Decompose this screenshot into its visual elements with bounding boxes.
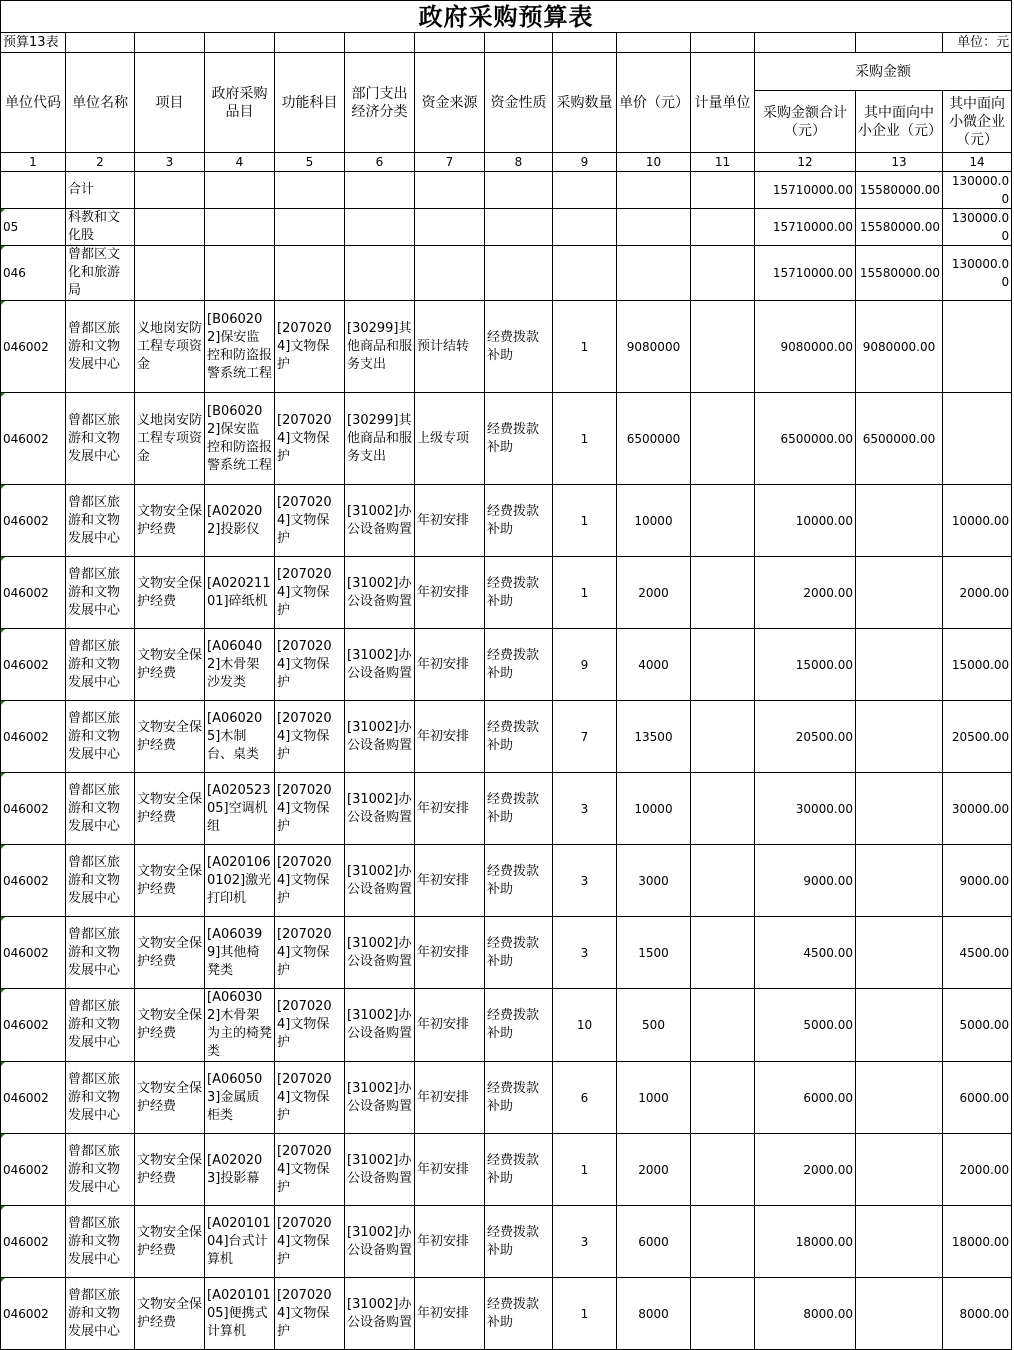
table-row (1, 1134, 1012, 1206)
econ-class-cell: [31002]办公设备购置 (345, 989, 415, 1062)
project-cell: 义地岗安防工程专项资金 (135, 301, 205, 393)
unit-price-cell: 13500 (617, 701, 691, 773)
col-index: 2 (66, 153, 135, 172)
summary-row (1, 246, 1012, 301)
amount-total-cell: 4500.00 (755, 917, 856, 989)
empty-cell (205, 172, 275, 209)
measure-unit-cell (691, 301, 755, 393)
fund-source-cell: 年初安排 (415, 1206, 485, 1278)
amount-sme-cell (856, 701, 943, 773)
fund-nature-cell: 经费拨款补助 (485, 557, 553, 629)
procurement-item-cell: [A060503]金属质柜类 (205, 1062, 275, 1134)
project-cell: 文物安全保护经费 (135, 917, 205, 989)
unit-code-cell: 046002 (1, 917, 66, 989)
fund-nature-cell: 经费拨款补助 (485, 629, 553, 701)
quantity-cell: 1 (553, 485, 617, 557)
amount-sme-cell (856, 845, 943, 917)
empty-cell (345, 172, 415, 209)
empty-cell (415, 246, 485, 301)
measure-unit-cell (691, 393, 755, 485)
unit-code-cell (1, 172, 66, 209)
measure-unit-cell (691, 701, 755, 773)
fund-source-cell: 年初安排 (415, 773, 485, 845)
fund-source-cell: 年初安排 (415, 1278, 485, 1350)
amount-micro-cell: 6000.00 (943, 1062, 1012, 1134)
col-index: 9 (553, 153, 617, 172)
project-cell: 义地岗安防工程专项资金 (135, 393, 205, 485)
amount-total-cell: 15710000.00 (755, 246, 856, 301)
function-subject-cell: [2070204]文物保护 (275, 773, 345, 845)
measure-unit-cell (691, 1134, 755, 1206)
amount-sme-cell (856, 1206, 943, 1278)
unit-name-cell: 曾都区旅游和文物发展中心 (66, 989, 135, 1062)
empty-cell (617, 209, 691, 246)
unit-code-cell: 046002 (1, 557, 66, 629)
unit-code-cell: 046002 (1, 989, 66, 1062)
header-unit-code: 单位代码 (1, 53, 66, 153)
unit-note: 单位：元 (943, 33, 1012, 53)
amount-sme-cell: 15580000.00 (856, 246, 943, 301)
amount-micro-cell: 130000.00 (943, 209, 1012, 246)
empty-cell (135, 209, 205, 246)
amount-total-cell: 6000.00 (755, 1062, 856, 1134)
project-cell: 文物安全保护经费 (135, 773, 205, 845)
unit-name-cell: 曾都区旅游和文物发展中心 (66, 393, 135, 485)
amount-total-cell: 6500000.00 (755, 393, 856, 485)
econ-class-cell: [31002]办公设备购置 (345, 629, 415, 701)
amount-sme-cell (856, 989, 943, 1062)
project-cell: 文物安全保护经费 (135, 557, 205, 629)
quantity-cell: 7 (553, 701, 617, 773)
amount-total-cell: 10000.00 (755, 485, 856, 557)
amount-micro-cell: 2000.00 (943, 1134, 1012, 1206)
table-row (1, 393, 1012, 485)
empty-cell (135, 246, 205, 301)
empty-cell (617, 246, 691, 301)
procurement-item-cell: [B060202]保安监控和防盗报警系统工程 (205, 301, 275, 393)
amount-sme-cell: 9080000.00 (856, 301, 943, 393)
amount-total-cell: 15710000.00 (755, 172, 856, 209)
fund-nature-cell: 经费拨款补助 (485, 989, 553, 1062)
amount-total-cell: 8000.00 (755, 1278, 856, 1350)
empty-cell (691, 209, 755, 246)
unit-price-cell: 10000 (617, 485, 691, 557)
procurement-item-cell: [A060402]木骨架沙发类 (205, 629, 275, 701)
fund-source-cell: 上级专项 (415, 393, 485, 485)
function-subject-cell: [2070204]文物保护 (275, 1206, 345, 1278)
unit-name-cell: 曾都区旅游和文物发展中心 (66, 1278, 135, 1350)
header-amount-micro: 其中面向小微企业（元） (943, 91, 1012, 153)
measure-unit-cell (691, 917, 755, 989)
amount-sme-cell (856, 1134, 943, 1206)
fund-source-cell: 年初安排 (415, 485, 485, 557)
unit-name-cell: 曾都区旅游和文物发展中心 (66, 629, 135, 701)
fund-nature-cell: 经费拨款补助 (485, 485, 553, 557)
procurement-item-cell: [A060205]木制台、桌类 (205, 701, 275, 773)
unit-code-cell: 046002 (1, 485, 66, 557)
table-row (1, 1278, 1012, 1350)
unit-name-cell: 科教和文化股 (66, 209, 135, 246)
unit-name-cell: 曾都区旅游和文物发展中心 (66, 701, 135, 773)
amount-micro-cell: 20500.00 (943, 701, 1012, 773)
amount-total-cell: 2000.00 (755, 1134, 856, 1206)
econ-class-cell: [31002]办公设备购置 (345, 1206, 415, 1278)
function-subject-cell: [2070204]文物保护 (275, 301, 345, 393)
quantity-cell: 3 (553, 917, 617, 989)
unit-name-cell: 曾都区旅游和文物发展中心 (66, 1206, 135, 1278)
fund-source-cell: 年初安排 (415, 701, 485, 773)
unit-price-cell: 10000 (617, 773, 691, 845)
col-index: 1 (1, 153, 66, 172)
unit-price-cell: 500 (617, 989, 691, 1062)
unit-code-cell: 046002 (1, 1134, 66, 1206)
quantity-cell: 1 (553, 301, 617, 393)
econ-class-cell: [31002]办公设备购置 (345, 845, 415, 917)
empty-cell (485, 209, 553, 246)
function-subject-cell: [2070204]文物保护 (275, 629, 345, 701)
unit-price-cell: 6000 (617, 1206, 691, 1278)
measure-unit-cell (691, 629, 755, 701)
col-index: 10 (617, 153, 691, 172)
unit-code-cell: 046002 (1, 1062, 66, 1134)
fund-source-cell: 年初安排 (415, 1062, 485, 1134)
header-measure-unit: 计量单位 (691, 53, 755, 153)
page-title: 政府采购预算表 (1, 1, 1012, 33)
function-subject-cell: [2070204]文物保护 (275, 917, 345, 989)
empty-cell (691, 246, 755, 301)
unit-code-cell: 046002 (1, 301, 66, 393)
header-project: 项目 (135, 53, 205, 153)
measure-unit-cell (691, 989, 755, 1062)
amount-total-cell: 5000.00 (755, 989, 856, 1062)
table-row (1, 1062, 1012, 1134)
fund-nature-cell: 经费拨款补助 (485, 917, 553, 989)
amount-micro-cell: 9000.00 (943, 845, 1012, 917)
header-amount-group: 采购金额 (755, 53, 1012, 91)
procurement-item-cell: [A02052305]空调机组 (205, 773, 275, 845)
amount-total-cell: 9000.00 (755, 845, 856, 917)
table-row (1, 1206, 1012, 1278)
col-index: 12 (755, 153, 856, 172)
quantity-cell: 6 (553, 1062, 617, 1134)
econ-class-cell: [31002]办公设备购置 (345, 1278, 415, 1350)
econ-class-cell: [31002]办公设备购置 (345, 1062, 415, 1134)
project-cell: 文物安全保护经费 (135, 1134, 205, 1206)
fund-nature-cell: 经费拨款补助 (485, 773, 553, 845)
procurement-item-cell: [A0201060102]激光打印机 (205, 845, 275, 917)
amount-total-cell: 2000.00 (755, 557, 856, 629)
procurement-item-cell: [A02010105]便携式计算机 (205, 1278, 275, 1350)
table-row (1, 701, 1012, 773)
econ-class-cell: [30299]其他商品和服务支出 (345, 301, 415, 393)
unit-code-cell: 046002 (1, 845, 66, 917)
project-cell: 文物安全保护经费 (135, 1062, 205, 1134)
fund-nature-cell: 经费拨款补助 (485, 1134, 553, 1206)
empty-cell (553, 172, 617, 209)
function-subject-cell: [2070204]文物保护 (275, 989, 345, 1062)
unit-price-cell: 1000 (617, 1062, 691, 1134)
measure-unit-cell (691, 1278, 755, 1350)
col-index: 3 (135, 153, 205, 172)
empty-cell (691, 172, 755, 209)
measure-unit-cell (691, 485, 755, 557)
econ-class-cell: [31002]办公设备购置 (345, 701, 415, 773)
unit-name-cell: 曾都区文化和旅游局 (66, 246, 135, 301)
table-row (1, 989, 1012, 1062)
amount-total-cell: 15000.00 (755, 629, 856, 701)
unit-code-cell: 046002 (1, 1206, 66, 1278)
empty-cell (617, 172, 691, 209)
procurement-item-cell: [A02021101]碎纸机 (205, 557, 275, 629)
amount-sme-cell (856, 917, 943, 989)
quantity-cell: 1 (553, 1134, 617, 1206)
unit-name-cell: 曾都区旅游和文物发展中心 (66, 557, 135, 629)
unit-code-cell: 05 (1, 209, 66, 246)
amount-micro-cell (943, 393, 1012, 485)
quantity-cell: 3 (553, 1206, 617, 1278)
amount-sme-cell (856, 485, 943, 557)
amount-total-cell: 20500.00 (755, 701, 856, 773)
empty-cell (275, 172, 345, 209)
amount-sme-cell (856, 1278, 943, 1350)
amount-micro-cell: 4500.00 (943, 917, 1012, 989)
procurement-item-cell: [A060399]其他椅凳类 (205, 917, 275, 989)
fund-nature-cell: 经费拨款补助 (485, 1278, 553, 1350)
amount-sme-cell (856, 629, 943, 701)
empty-cell (275, 209, 345, 246)
empty-cell (205, 246, 275, 301)
header-amount-sme: 其中面向中小企业（元） (856, 91, 943, 153)
col-index: 14 (943, 153, 1012, 172)
fund-nature-cell: 经费拨款补助 (485, 393, 553, 485)
fund-nature-cell: 经费拨款补助 (485, 701, 553, 773)
amount-sme-cell (856, 1062, 943, 1134)
function-subject-cell: [2070204]文物保护 (275, 1134, 345, 1206)
procurement-item-cell: [A060302]木骨架为主的椅凳类 (205, 989, 275, 1062)
empty-cell (485, 172, 553, 209)
econ-class-cell: [31002]办公设备购置 (345, 917, 415, 989)
form-number: 预算13表 (1, 33, 66, 53)
quantity-cell: 1 (553, 393, 617, 485)
econ-class-cell: [30299]其他商品和服务支出 (345, 393, 415, 485)
unit-code-cell: 046002 (1, 393, 66, 485)
procurement-item-cell: [B060202]保安监控和防盗报警系统工程 (205, 393, 275, 485)
unit-code-cell: 046002 (1, 701, 66, 773)
empty-cell (345, 246, 415, 301)
project-cell: 文物安全保护经费 (135, 989, 205, 1062)
econ-class-cell: [31002]办公设备购置 (345, 557, 415, 629)
empty-cell (553, 246, 617, 301)
table-row (1, 629, 1012, 701)
project-cell: 文物安全保护经费 (135, 845, 205, 917)
fund-source-cell: 年初安排 (415, 989, 485, 1062)
table-row (1, 301, 1012, 393)
unit-name-cell: 曾都区旅游和文物发展中心 (66, 1134, 135, 1206)
unit-name-cell: 曾都区旅游和文物发展中心 (66, 301, 135, 393)
unit-code-cell: 046 (1, 246, 66, 301)
amount-total-cell: 15710000.00 (755, 209, 856, 246)
column-index-row (1, 153, 1012, 172)
empty-cell (553, 209, 617, 246)
table-row (1, 485, 1012, 557)
fund-source-cell: 年初安排 (415, 557, 485, 629)
unit-price-cell: 2000 (617, 557, 691, 629)
procurement-item-cell: [A020202]投影仪 (205, 485, 275, 557)
empty-cell (485, 246, 553, 301)
empty-cell (415, 172, 485, 209)
header-unit-name: 单位名称 (66, 53, 135, 153)
amount-micro-cell: 5000.00 (943, 989, 1012, 1062)
fund-source-cell: 年初安排 (415, 917, 485, 989)
amount-sme-cell: 15580000.00 (856, 172, 943, 209)
econ-class-cell: [31002]办公设备购置 (345, 1134, 415, 1206)
unit-code-cell: 046002 (1, 773, 66, 845)
header-procurement-item: 政府采购品目 (205, 53, 275, 153)
project-cell: 文物安全保护经费 (135, 1278, 205, 1350)
col-index: 8 (485, 153, 553, 172)
unit-name-cell: 曾都区旅游和文物发展中心 (66, 917, 135, 989)
unit-price-cell: 4000 (617, 629, 691, 701)
header-amount-total: 采购金额合计（元） (755, 91, 856, 153)
table-row (1, 917, 1012, 989)
fund-source-cell: 预计结转 (415, 301, 485, 393)
project-cell: 文物安全保护经费 (135, 629, 205, 701)
function-subject-cell: [2070204]文物保护 (275, 1278, 345, 1350)
unit-price-cell: 6500000 (617, 393, 691, 485)
empty-cell (275, 246, 345, 301)
unit-name-cell: 曾都区旅游和文物发展中心 (66, 845, 135, 917)
measure-unit-cell (691, 1206, 755, 1278)
project-cell: 文物安全保护经费 (135, 1206, 205, 1278)
amount-sme-cell: 15580000.00 (856, 209, 943, 246)
empty-cell (205, 209, 275, 246)
fund-nature-cell: 经费拨款补助 (485, 845, 553, 917)
unit-name-cell: 曾都区旅游和文物发展中心 (66, 485, 135, 557)
amount-total-cell: 18000.00 (755, 1206, 856, 1278)
function-subject-cell: [2070204]文物保护 (275, 485, 345, 557)
header-fund-nature: 资金性质 (485, 53, 553, 153)
amount-micro-cell: 2000.00 (943, 557, 1012, 629)
quantity-cell: 1 (553, 557, 617, 629)
summary-row (1, 209, 1012, 246)
unit-code-cell: 046002 (1, 629, 66, 701)
amount-micro-cell (943, 301, 1012, 393)
fund-source-cell: 年初安排 (415, 1134, 485, 1206)
econ-class-cell: [31002]办公设备购置 (345, 773, 415, 845)
function-subject-cell: [2070204]文物保护 (275, 845, 345, 917)
quantity-cell: 1 (553, 1278, 617, 1350)
fund-source-cell: 年初安排 (415, 845, 485, 917)
procurement-item-cell: [A02010104]台式计算机 (205, 1206, 275, 1278)
unit-price-cell: 3000 (617, 845, 691, 917)
amount-micro-cell: 18000.00 (943, 1206, 1012, 1278)
project-cell: 文物安全保护经费 (135, 701, 205, 773)
unit-name-cell: 曾都区旅游和文物发展中心 (66, 773, 135, 845)
measure-unit-cell (691, 845, 755, 917)
summary-row (1, 172, 1012, 209)
empty-cell (345, 209, 415, 246)
amount-micro-cell: 10000.00 (943, 485, 1012, 557)
amount-micro-cell: 130000.00 (943, 172, 1012, 209)
measure-unit-cell (691, 1062, 755, 1134)
col-index: 6 (345, 153, 415, 172)
col-index: 11 (691, 153, 755, 172)
amount-sme-cell: 6500000.00 (856, 393, 943, 485)
empty-cell (415, 209, 485, 246)
project-cell: 文物安全保护经费 (135, 485, 205, 557)
amount-micro-cell: 130000.00 (943, 246, 1012, 301)
quantity-cell: 3 (553, 773, 617, 845)
unit-price-cell: 1500 (617, 917, 691, 989)
table-row (1, 773, 1012, 845)
header-function-subject: 功能科目 (275, 53, 345, 153)
unit-name-cell: 曾都区旅游和文物发展中心 (66, 1062, 135, 1134)
amount-micro-cell: 30000.00 (943, 773, 1012, 845)
quantity-cell: 9 (553, 629, 617, 701)
header-fund-source: 资金来源 (415, 53, 485, 153)
unit-name-cell: 合计 (66, 172, 135, 209)
amount-total-cell: 30000.00 (755, 773, 856, 845)
measure-unit-cell (691, 773, 755, 845)
unit-price-cell: 8000 (617, 1278, 691, 1350)
function-subject-cell: [2070204]文物保护 (275, 557, 345, 629)
fund-nature-cell: 经费拨款补助 (485, 301, 553, 393)
amount-sme-cell (856, 557, 943, 629)
quantity-cell: 10 (553, 989, 617, 1062)
procurement-item-cell: [A020203]投影幕 (205, 1134, 275, 1206)
amount-micro-cell: 8000.00 (943, 1278, 1012, 1350)
header-econ-class: 部门支出经济分类 (345, 53, 415, 153)
col-index: 5 (275, 153, 345, 172)
amount-micro-cell: 15000.00 (943, 629, 1012, 701)
measure-unit-cell (691, 557, 755, 629)
col-index: 4 (205, 153, 275, 172)
unit-code-cell: 046002 (1, 1278, 66, 1350)
amount-total-cell: 9080000.00 (755, 301, 856, 393)
function-subject-cell: [2070204]文物保护 (275, 701, 345, 773)
fund-nature-cell: 经费拨款补助 (485, 1062, 553, 1134)
unit-price-cell: 2000 (617, 1134, 691, 1206)
table-row (1, 845, 1012, 917)
empty-cell (135, 172, 205, 209)
fund-nature-cell: 经费拨款补助 (485, 1206, 553, 1278)
quantity-cell: 3 (553, 845, 617, 917)
amount-sme-cell (856, 773, 943, 845)
col-index: 13 (856, 153, 943, 172)
header-quantity: 采购数量 (553, 53, 617, 153)
table-row (1, 557, 1012, 629)
header-unit-price: 单价（元） (617, 53, 691, 153)
fund-source-cell: 年初安排 (415, 629, 485, 701)
unit-price-cell: 9080000 (617, 301, 691, 393)
econ-class-cell: [31002]办公设备购置 (345, 485, 415, 557)
function-subject-cell: [2070204]文物保护 (275, 393, 345, 485)
function-subject-cell: [2070204]文物保护 (275, 1062, 345, 1134)
col-index: 7 (415, 153, 485, 172)
